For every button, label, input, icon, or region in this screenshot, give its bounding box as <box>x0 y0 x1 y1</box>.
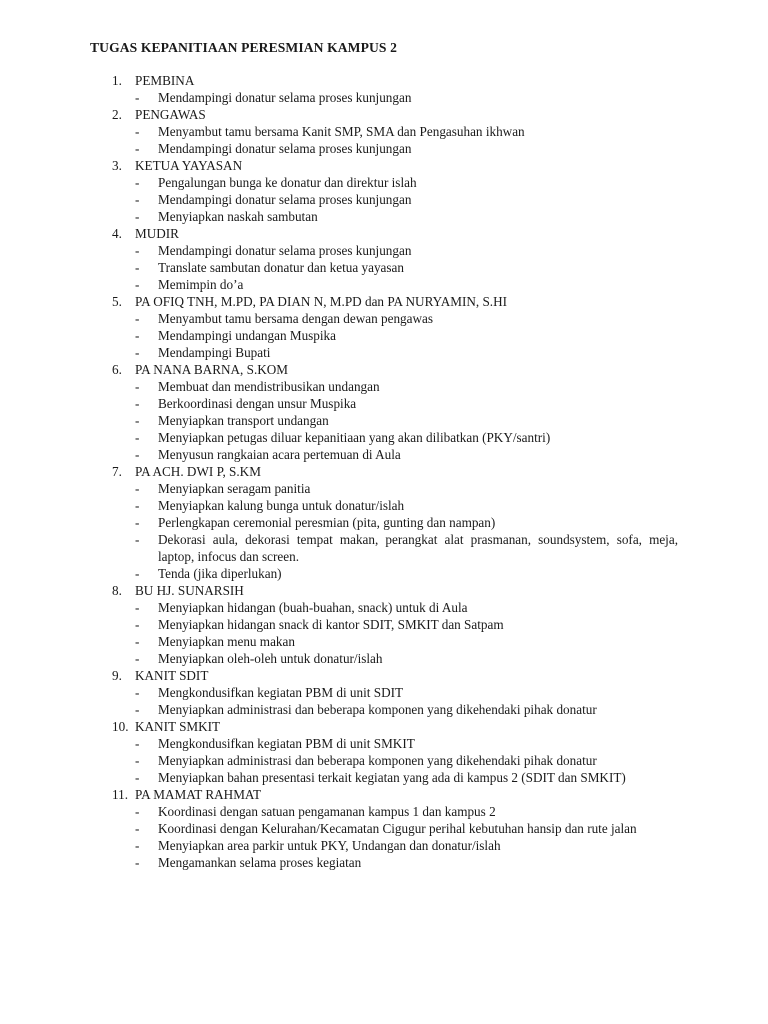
section-heading <box>0 293 768 310</box>
section-title: PA MAMAT RAHMAT <box>135 787 262 802</box>
dash-bullet: - <box>135 413 140 428</box>
dash-bullet: - <box>135 617 140 632</box>
dash-bullet: - <box>135 498 140 513</box>
dash-bullet: - <box>135 175 140 190</box>
task-text: Menyambut tamu bersama Kanit SMP, SMA dan Pengasuhan ikhwan <box>158 124 525 139</box>
task-text: Koordinasi dengan satuan pengamanan kampus 1 dan kampus 2 <box>158 804 496 819</box>
document-title: TUGAS KEPANITIAAN PERESMIAN KAMPUS 2 <box>90 40 397 55</box>
section-title: BU HJ. SUNARSIH <box>135 583 244 598</box>
dash-bullet: - <box>135 260 140 275</box>
task-items <box>0 242 768 293</box>
task-text: Pengalungan bunga ke donatur dan direktur islah <box>158 175 417 190</box>
task-text: Menyiapkan oleh-oleh untuk donatur/islah <box>158 651 383 666</box>
dash-bullet: - <box>135 821 140 836</box>
task-item <box>0 803 768 820</box>
task-item <box>0 191 768 208</box>
section-heading <box>0 582 768 599</box>
task-item <box>0 327 768 344</box>
task-text: Menyiapkan transport undangan <box>158 413 329 428</box>
task-items <box>0 378 768 463</box>
task-items <box>0 89 768 106</box>
section-number: 10. <box>112 719 129 734</box>
task-item <box>0 123 768 140</box>
task-item <box>0 820 768 837</box>
dash-bullet: - <box>135 600 140 615</box>
task-text: Menyambut tamu bersama dengan dewan pengawas <box>158 311 434 326</box>
dash-bullet: - <box>135 702 140 717</box>
dash-bullet: - <box>135 685 140 700</box>
dash-bullet: - <box>135 396 140 411</box>
task-item <box>0 701 768 718</box>
task-item <box>0 89 768 106</box>
task-text: Menyiapkan petugas diluar kepanitiaan yang akan dilibatkan (PKY/santri) <box>158 430 551 445</box>
task-item <box>0 412 768 429</box>
task-list <box>0 72 768 871</box>
task-items <box>0 123 768 157</box>
task-text: Menyiapkan bahan presentasi terkait kegiatan yang ada di kampus 2 (SDIT dan SMKIT) <box>158 770 626 785</box>
task-item <box>0 837 768 854</box>
task-item <box>0 242 768 259</box>
section-title: PENGAWAS <box>135 107 206 122</box>
task-section <box>0 225 768 293</box>
dash-bullet: - <box>135 838 140 853</box>
task-section <box>0 293 768 361</box>
task-text: Koordinasi dengan Kelurahan/Kecamatan Cigugur perihal kebutuhan hansip dan rute jalan <box>158 821 637 836</box>
task-item <box>0 565 768 582</box>
task-text: Translate sambutan donatur dan ketua yayasan <box>158 260 404 275</box>
task-item <box>0 684 768 701</box>
section-number: 11. <box>112 787 128 802</box>
task-item <box>0 208 768 225</box>
section-heading <box>0 667 768 684</box>
task-text: Membuat dan mendistribusikan undangan <box>158 379 380 394</box>
section-number: 5. <box>112 294 122 309</box>
task-item <box>0 480 768 497</box>
task-item <box>0 378 768 395</box>
section-number: 3. <box>112 158 122 173</box>
task-items <box>0 684 768 718</box>
task-section <box>0 106 768 157</box>
dash-bullet: - <box>135 481 140 496</box>
dash-bullet: - <box>135 736 140 751</box>
task-text: Menyiapkan seragam panitia <box>158 481 311 496</box>
task-section <box>0 361 768 463</box>
task-item <box>0 310 768 327</box>
task-item <box>0 140 768 157</box>
task-item <box>0 531 768 565</box>
section-heading <box>0 72 768 89</box>
task-item <box>0 497 768 514</box>
section-title: PEMBINA <box>135 73 195 88</box>
dash-bullet: - <box>135 345 140 360</box>
task-items <box>0 174 768 225</box>
task-text: Memimpin do’a <box>158 277 244 292</box>
task-items <box>0 803 768 871</box>
task-text: Dekorasi aula, dekorasi tempat makan, perangkat alat prasmanan, soundsystem, sofa, meja, laptop, infocus dan screen. <box>158 532 678 564</box>
task-item <box>0 446 768 463</box>
task-section <box>0 667 768 718</box>
task-text: Mendampingi donatur selama proses kunjungan <box>158 90 412 105</box>
dash-bullet: - <box>135 855 140 870</box>
section-number: 8. <box>112 583 122 598</box>
task-items <box>0 480 768 582</box>
task-text: Menyiapkan area parkir untuk PKY, Undangan dan donatur/islah <box>158 838 501 853</box>
task-text: Mengkondusifkan kegiatan PBM di unit SMKIT <box>158 736 415 751</box>
dash-bullet: - <box>135 311 140 326</box>
task-text: Mendampingi donatur selama proses kunjungan <box>158 192 412 207</box>
task-section <box>0 72 768 106</box>
task-text: Menyiapkan administrasi dan beberapa komponen yang dikehendaki pihak donatur <box>158 702 597 717</box>
section-title: PA NANA BARNA, S.KOM <box>135 362 289 377</box>
section-title: MUDIR <box>135 226 179 241</box>
task-item <box>0 259 768 276</box>
task-section <box>0 786 768 871</box>
section-number: 9. <box>112 668 122 683</box>
dash-bullet: - <box>135 447 140 462</box>
task-text: Menyiapkan kalung bunga untuk donatur/islah <box>158 498 405 513</box>
dash-bullet: - <box>135 532 140 547</box>
section-number: 1. <box>112 73 122 88</box>
task-text: Menyiapkan hidangan (buah-buahan, snack) untuk di Aula <box>158 600 468 615</box>
dash-bullet: - <box>135 753 140 768</box>
task-section <box>0 582 768 667</box>
section-heading <box>0 718 768 735</box>
section-title: KETUA YAYASAN <box>135 158 243 173</box>
task-item <box>0 854 768 871</box>
task-item <box>0 276 768 293</box>
task-item <box>0 514 768 531</box>
task-item <box>0 599 768 616</box>
dash-bullet: - <box>135 804 140 819</box>
dash-bullet: - <box>135 141 140 156</box>
section-number: 7. <box>112 464 122 479</box>
dash-bullet: - <box>135 770 140 785</box>
dash-bullet: - <box>135 328 140 343</box>
task-item <box>0 395 768 412</box>
dash-bullet: - <box>135 90 140 105</box>
dash-bullet: - <box>135 192 140 207</box>
task-text: Menyiapkan naskah sambutan <box>158 209 318 224</box>
task-text: Mengkondusifkan kegiatan PBM di unit SDIT <box>158 685 404 700</box>
task-items <box>0 310 768 361</box>
section-heading <box>0 361 768 378</box>
task-item <box>0 633 768 650</box>
dash-bullet: - <box>135 430 140 445</box>
task-item <box>0 429 768 446</box>
section-title: KANIT SMKIT <box>135 719 221 734</box>
task-text: Mendampingi donatur selama proses kunjungan <box>158 243 412 258</box>
section-number: 4. <box>112 226 122 241</box>
task-section <box>0 157 768 225</box>
task-text: Menyusun rangkaian acara pertemuan di Aula <box>158 447 401 462</box>
task-text: Perlengkapan ceremonial peresmian (pita, gunting dan nampan) <box>158 515 496 530</box>
task-section <box>0 718 768 786</box>
task-text: Menyiapkan administrasi dan beberapa komponen yang dikehendaki pihak donatur <box>158 753 597 768</box>
task-text: Menyiapkan hidangan snack di kantor SDIT, SMKIT dan Satpam <box>158 617 504 632</box>
task-text: Mendampingi donatur selama proses kunjungan <box>158 141 412 156</box>
dash-bullet: - <box>135 243 140 258</box>
task-text: Mengamankan selama proses kegiatan <box>158 855 362 870</box>
task-item <box>0 344 768 361</box>
task-text: Tenda (jika diperlukan) <box>158 566 282 581</box>
section-title: PA ACH. DWI P, S.KM <box>135 464 261 479</box>
section-heading <box>0 786 768 803</box>
task-section <box>0 463 768 582</box>
task-item <box>0 650 768 667</box>
task-text: Mendampingi Bupati <box>158 345 271 360</box>
section-title: PA OFIQ TNH, M.PD, PA DIAN N, M.PD dan PA NURYAMIN, S.HI <box>135 294 508 309</box>
dash-bullet: - <box>135 124 140 139</box>
section-heading <box>0 463 768 480</box>
task-item <box>0 752 768 769</box>
task-item <box>0 769 768 786</box>
task-items <box>0 735 768 786</box>
dash-bullet: - <box>135 566 140 581</box>
task-items <box>0 599 768 667</box>
section-title: KANIT SDIT <box>135 668 209 683</box>
task-item <box>0 174 768 191</box>
section-heading <box>0 157 768 174</box>
dash-bullet: - <box>135 515 140 530</box>
dash-bullet: - <box>135 209 140 224</box>
task-item <box>0 616 768 633</box>
dash-bullet: - <box>135 277 140 292</box>
section-heading <box>0 225 768 242</box>
task-text: Menyiapkan menu makan <box>158 634 295 649</box>
dash-bullet: - <box>135 651 140 666</box>
task-text: Berkoordinasi dengan unsur Muspika <box>158 396 357 411</box>
section-number: 2. <box>112 107 122 122</box>
task-item <box>0 735 768 752</box>
dash-bullet: - <box>135 379 140 394</box>
section-number: 6. <box>112 362 122 377</box>
dash-bullet: - <box>135 634 140 649</box>
section-heading <box>0 106 768 123</box>
task-text: Mendampingi undangan Muspika <box>158 328 337 343</box>
